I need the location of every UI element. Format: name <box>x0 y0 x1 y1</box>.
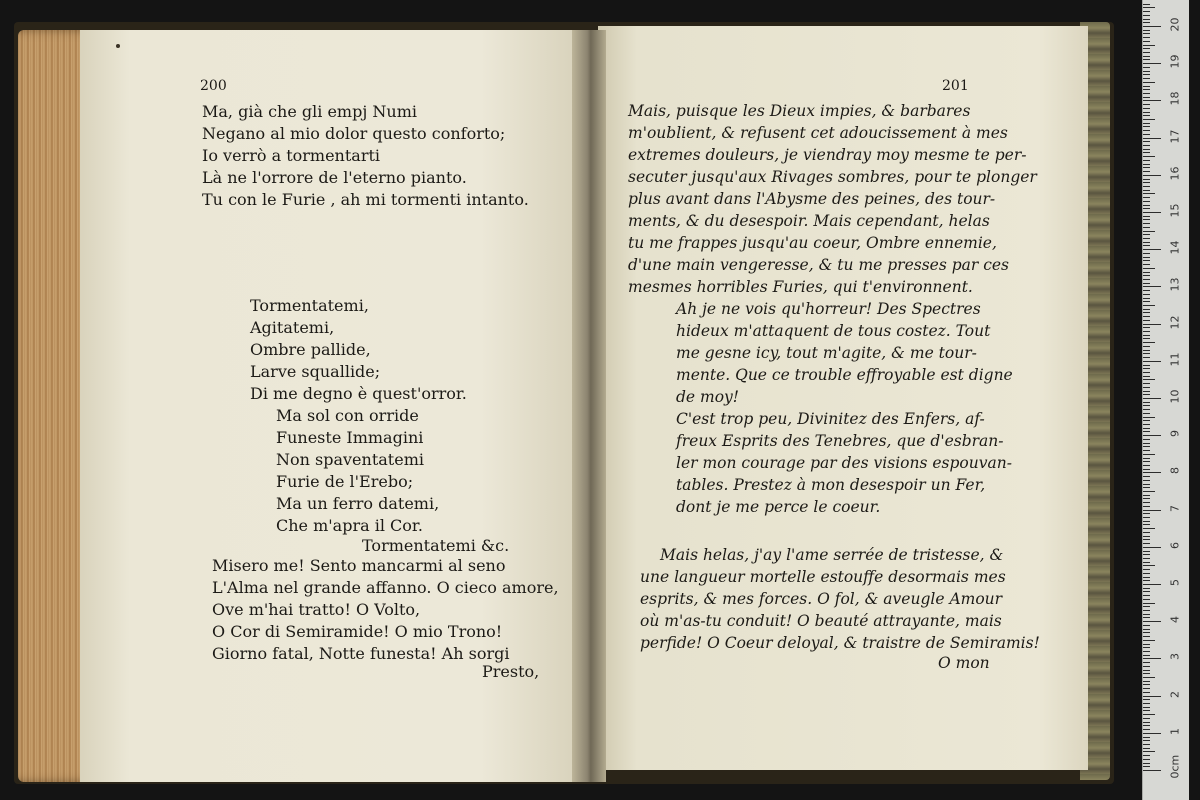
ruler-tick <box>1143 655 1150 656</box>
ruler-tick <box>1143 621 1161 622</box>
ruler-tick <box>1143 513 1150 514</box>
ruler-tick <box>1143 439 1150 440</box>
ruler-label: 20 <box>1168 17 1182 32</box>
ruler-tick <box>1143 231 1155 232</box>
ruler-tick <box>1143 484 1150 485</box>
ruler-tick <box>1143 510 1161 511</box>
ruler-tick <box>1143 320 1150 321</box>
ruler-tick <box>1143 755 1150 756</box>
ruler-tick <box>1143 443 1150 444</box>
ruler-tick <box>1143 517 1150 518</box>
ruler-tick <box>1143 431 1150 432</box>
ruler-tick <box>1143 524 1150 525</box>
ruler-tick <box>1143 458 1150 459</box>
ruler-label: 0cm <box>1168 754 1182 779</box>
ruler-tick <box>1143 565 1155 566</box>
recit-line: Ove m'hai tratto! O Volto, <box>212 600 421 619</box>
ruler-tick <box>1143 417 1155 418</box>
ruler-tick <box>1143 257 1150 258</box>
ruler-tick <box>1143 138 1161 139</box>
ruler-tick <box>1143 573 1150 574</box>
ruler-tick <box>1143 126 1150 127</box>
ruler-label: 3 <box>1168 653 1182 661</box>
ruler-tick <box>1143 383 1150 384</box>
ruler-tick <box>1143 361 1161 362</box>
ruler-tick <box>1143 197 1150 198</box>
ruler-tick <box>1143 93 1150 94</box>
ruler-tick <box>1143 766 1150 767</box>
ruler-tick <box>1143 610 1150 611</box>
ruler-tick <box>1143 260 1150 261</box>
ruler-tick <box>1143 376 1150 377</box>
ruler-tick <box>1143 387 1150 388</box>
ruler-tick <box>1143 603 1155 604</box>
recit-line: L'Alma nel grande affanno. O cieco amore, <box>212 578 559 597</box>
verse-line: Là ne l'orrore de l'eterno pianto. <box>202 168 467 187</box>
aria-line: Tormentatemi, <box>250 296 369 315</box>
ruler-tick <box>1143 353 1150 354</box>
ruler-tick <box>1143 595 1150 596</box>
ruler-tick <box>1143 338 1150 339</box>
ruler-label: 15 <box>1168 203 1182 218</box>
ruler-tick <box>1143 495 1150 496</box>
aria-line: Ma sol con orride <box>276 406 419 425</box>
ruler-tick <box>1143 238 1150 239</box>
ruler-tick <box>1143 245 1150 246</box>
ruler-tick <box>1143 577 1150 578</box>
prose-line: extremes douleurs, je viendray moy mesme te per- <box>628 146 1027 164</box>
ruler-tick <box>1143 100 1161 101</box>
ruler-tick <box>1143 450 1150 451</box>
ruler-tick <box>1143 372 1150 373</box>
ruler-tick <box>1143 528 1155 529</box>
ruler-tick <box>1143 286 1161 287</box>
ruler-tick <box>1143 301 1150 302</box>
ruler-tick <box>1143 644 1150 645</box>
prose-line: m'oublient, & refusent cet adoucissement à mes <box>628 124 1008 142</box>
ruler-tick <box>1143 409 1150 410</box>
ruler-tick <box>1143 591 1150 592</box>
ruler-tick <box>1143 629 1150 630</box>
ruler-tick <box>1143 350 1150 351</box>
prose-line: secuter jusqu'aux Rivages sombres, pour te plonger <box>628 168 1037 186</box>
ink-spot <box>116 44 120 48</box>
ruler-tick <box>1143 71 1150 72</box>
ruler-tick <box>1143 145 1150 146</box>
ruler-tick <box>1143 208 1150 209</box>
ruler-tick <box>1143 11 1150 12</box>
prose-line: de moy! <box>676 388 740 406</box>
verse-line: Tu con le Furie , ah mi tormenti intanto. <box>202 190 529 209</box>
ruler-tick <box>1143 97 1150 98</box>
ruler-tick <box>1143 175 1161 176</box>
ruler-tick <box>1143 722 1150 723</box>
ruler-tick <box>1143 770 1161 771</box>
ruler-tick <box>1143 391 1150 392</box>
ruler-tick <box>1143 710 1150 711</box>
ruler-tick <box>1143 428 1150 429</box>
ruler-tick <box>1143 744 1150 745</box>
ruler-tick <box>1143 67 1150 68</box>
ruler-tick <box>1143 599 1150 600</box>
ruler-tick <box>1143 272 1150 273</box>
ruler-tick <box>1143 201 1150 202</box>
ruler-label: 16 <box>1168 166 1182 181</box>
ruler-tick <box>1143 614 1150 615</box>
ruler-tick <box>1143 30 1150 31</box>
ruler-tick <box>1143 748 1150 749</box>
prose-line: tu me frappes jusqu'au coeur, Ombre ennemie, <box>628 234 997 252</box>
ruler-tick <box>1143 707 1150 708</box>
ruler-tick <box>1143 37 1150 38</box>
ruler-tick <box>1143 212 1161 213</box>
ruler-tick <box>1143 666 1150 667</box>
ruler-tick <box>1143 562 1150 563</box>
ruler-tick <box>1143 112 1150 113</box>
ruler-tick <box>1143 327 1150 328</box>
ruler-tick <box>1143 279 1150 280</box>
ruler-label: 1 <box>1168 727 1182 735</box>
recit-line: O Cor di Semiramide! O mio Trono! <box>212 622 503 641</box>
ruler-tick <box>1143 714 1155 715</box>
da-capo: Tormentatemi &c. <box>362 536 510 555</box>
recit-line: Misero me! Sento mancarmi al seno <box>212 556 506 575</box>
ruler-tick <box>1143 606 1150 607</box>
right-page-number: 201 <box>942 78 969 94</box>
ruler-tick <box>1143 242 1150 243</box>
ruler-label: 2 <box>1168 690 1182 698</box>
ruler-tick <box>1143 498 1150 499</box>
measuring-ruler <box>1142 0 1189 800</box>
ruler-tick <box>1143 134 1150 135</box>
ruler-tick <box>1143 454 1155 455</box>
ruler-tick <box>1143 193 1155 194</box>
ruler-tick <box>1143 56 1150 57</box>
ruler-tick <box>1143 543 1150 544</box>
ruler-tick <box>1143 733 1161 734</box>
aria-line: Non spaventatemi <box>276 450 424 469</box>
ruler-tick <box>1143 152 1150 153</box>
ruler-tick <box>1143 539 1150 540</box>
ruler-tick <box>1143 476 1150 477</box>
prose-line: où m'as-tu conduit! O beauté attrayante, mais <box>640 612 1002 630</box>
ruler-tick <box>1143 331 1150 332</box>
ruler-tick <box>1143 737 1150 738</box>
prose-line: freux Esprits des Tenebres, que d'esbran- <box>676 432 1004 450</box>
ruler-tick <box>1143 115 1150 116</box>
ruler-tick <box>1143 402 1150 403</box>
ruler-tick <box>1143 647 1150 648</box>
ruler-label: 11 <box>1168 352 1182 367</box>
ruler-tick <box>1143 156 1155 157</box>
aria-line: Ma un ferro datemi, <box>276 494 440 513</box>
aria-line: Agitatemi, <box>250 318 335 337</box>
prose-line: une langueur mortelle estouffe desormais mes <box>640 568 1006 586</box>
ruler-tick <box>1143 26 1161 27</box>
catchword: Presto, <box>482 662 540 681</box>
prose-line: plus avant dans l'Abysme des peines, des tour- <box>628 190 996 208</box>
ruler-tick <box>1143 487 1150 488</box>
ruler-tick <box>1143 472 1161 473</box>
ruler-tick <box>1143 506 1150 507</box>
ruler-label: 6 <box>1168 541 1182 549</box>
ruler-tick <box>1143 469 1150 470</box>
ruler-tick <box>1143 205 1150 206</box>
ruler-tick <box>1143 703 1150 704</box>
ruler-tick <box>1143 532 1150 533</box>
ruler-tick <box>1143 640 1155 641</box>
ruler-tick <box>1143 7 1155 8</box>
ruler-label: 7 <box>1168 504 1182 512</box>
ruler-tick <box>1143 108 1150 109</box>
ruler-tick <box>1143 658 1161 659</box>
ruler-tick <box>1143 718 1150 719</box>
ruler-tick <box>1143 119 1155 120</box>
ruler-tick <box>1143 636 1150 637</box>
ruler-tick <box>1143 15 1150 16</box>
prose-line: Mais, puisque les Dieux impies, & barbares <box>628 102 971 120</box>
ruler-tick <box>1143 190 1150 191</box>
ruler-tick <box>1143 294 1150 295</box>
ruler-tick <box>1143 681 1150 682</box>
ruler-tick <box>1143 275 1150 276</box>
ruler-tick <box>1143 420 1150 421</box>
aria-line: Che m'apra il Cor. <box>276 516 423 535</box>
ruler-label: 17 <box>1168 129 1182 144</box>
ruler-tick <box>1143 223 1150 224</box>
prose-line: mesmes horribles Furies, qui t'environnent. <box>628 278 973 296</box>
ruler-tick <box>1143 41 1150 42</box>
prose-line: esprits, & mes forces. O fol, & aveugle Amour <box>640 590 1003 608</box>
ruler-tick <box>1143 123 1150 124</box>
prose-line: Mais helas, j'ay l'ame serrée de tristesse, & <box>660 546 1004 564</box>
ruler-tick <box>1143 502 1150 503</box>
ruler-tick <box>1143 763 1150 764</box>
ruler-tick <box>1143 22 1150 23</box>
ruler-tick <box>1143 4 1150 5</box>
ruler-label: 5 <box>1168 579 1182 586</box>
ruler-tick <box>1143 424 1150 425</box>
ruler-tick <box>1143 558 1150 559</box>
ruler-tick <box>1143 677 1155 678</box>
ruler-tick <box>1143 651 1150 652</box>
ruler-tick <box>1143 171 1150 172</box>
ruler-tick <box>1143 149 1150 150</box>
ruler-tick <box>1143 45 1155 46</box>
ruler-tick <box>1143 759 1150 760</box>
verse-line: Ma, già che gli empj Numi <box>202 102 417 121</box>
ruler-tick <box>1143 625 1150 626</box>
ruler-tick <box>1143 309 1150 310</box>
ruler-label: 9 <box>1168 430 1182 438</box>
ruler-tick <box>1143 365 1150 366</box>
ruler-tick <box>1143 521 1150 522</box>
ruler-tick <box>1143 491 1155 492</box>
aria-line: Funeste Immagini <box>276 428 424 447</box>
ruler-tick <box>1143 580 1150 581</box>
ruler-tick <box>1143 617 1150 618</box>
ruler-tick <box>1143 216 1150 217</box>
ruler-tick <box>1143 312 1150 313</box>
ruler-tick <box>1143 368 1150 369</box>
ruler-tick <box>1143 379 1155 380</box>
ruler-tick <box>1143 167 1150 168</box>
aria-line: Ombre pallide, <box>250 340 371 359</box>
ruler-tick <box>1143 141 1150 142</box>
ruler-tick <box>1143 249 1161 250</box>
ruler-tick <box>1143 588 1150 589</box>
ruler-tick <box>1143 584 1161 585</box>
ruler-tick <box>1143 740 1150 741</box>
ruler-tick <box>1143 435 1161 436</box>
prose-line: dont je me perce le coeur. <box>676 498 881 516</box>
ruler-tick <box>1143 346 1150 347</box>
ruler-tick <box>1143 461 1150 462</box>
aria-line: Larve squallide; <box>250 362 381 381</box>
ruler-tick <box>1143 19 1150 20</box>
prose-line: C'est trop peu, Divinitez des Enfers, af- <box>676 410 985 428</box>
ruler-tick <box>1143 164 1150 165</box>
ruler-tick <box>1143 59 1150 60</box>
ruler-tick <box>1143 160 1150 161</box>
ruler-tick <box>1143 699 1150 700</box>
ruler-tick <box>1143 219 1150 220</box>
ruler-tick <box>1143 670 1150 671</box>
ruler-tick <box>1143 234 1150 235</box>
aria-line: Di me degno è quest'orror. <box>250 384 467 403</box>
catchword: O mon <box>938 654 990 672</box>
ruler-tick <box>1143 465 1150 466</box>
ruler-tick <box>1143 398 1161 399</box>
prose-line: tables. Prestez à mon desespoir un Fer, <box>676 476 986 494</box>
ruler-label: 19 <box>1168 54 1182 69</box>
ruler-tick <box>1143 179 1150 180</box>
ruler-tick <box>1143 335 1150 336</box>
ruler-tick <box>1143 569 1150 570</box>
ruler-tick <box>1143 305 1155 306</box>
ruler-tick <box>1143 253 1150 254</box>
ruler-tick <box>1143 357 1150 358</box>
ruler-tick <box>1143 283 1150 284</box>
ruler-tick <box>1143 696 1161 697</box>
ruler-label: 8 <box>1168 467 1182 475</box>
ruler-tick <box>1143 290 1150 291</box>
ruler-label: 4 <box>1168 616 1182 624</box>
ruler-tick <box>1143 725 1150 726</box>
ruler-label: 13 <box>1168 277 1182 292</box>
ruler-tick <box>1143 729 1150 730</box>
prose-line: ments, & du desespoir. Mais cependant, helas <box>628 212 990 230</box>
ruler-tick <box>1143 692 1150 693</box>
ruler-label: 10 <box>1168 389 1182 404</box>
recit-line: Giorno fatal, Notte funesta! Ah sorgi <box>212 644 510 663</box>
ruler-tick <box>1143 324 1161 325</box>
ruler-tick <box>1143 316 1150 317</box>
ruler-tick <box>1143 82 1155 83</box>
ruler-tick <box>1143 104 1150 105</box>
ruler-tick <box>1143 547 1161 548</box>
ruler-tick <box>1143 227 1150 228</box>
ruler-tick <box>1143 673 1150 674</box>
ruler-tick <box>1143 63 1161 64</box>
ruler-tick <box>1143 551 1150 552</box>
ruler-tick <box>1143 48 1150 49</box>
prose-line: hideux m'attaquent de tous costez. Tout <box>676 322 991 340</box>
ruler-tick <box>1143 186 1150 187</box>
ruler-tick <box>1143 78 1150 79</box>
ruler-tick <box>1143 394 1150 395</box>
prose-line: perfide! O Coeur deloyal, & traistre de Semiramis! <box>640 634 1040 652</box>
verse-line: Negano al mio dolor questo conforto; <box>202 124 506 143</box>
ruler-tick <box>1143 182 1150 183</box>
ruler-tick <box>1143 446 1150 447</box>
ruler-tick <box>1143 684 1150 685</box>
ruler-tick <box>1143 52 1150 53</box>
ruler-tick <box>1143 342 1155 343</box>
ruler-label: 18 <box>1168 91 1182 106</box>
prose-line: Ah je ne vois qu'horreur! Des Spectres <box>676 300 981 318</box>
ruler-tick <box>1143 298 1150 299</box>
verse-line: Io verrò a tormentarti <box>202 146 381 165</box>
ruler-label: 12 <box>1168 315 1182 330</box>
ruler-tick <box>1143 662 1150 663</box>
ruler-tick <box>1143 751 1155 752</box>
ruler-tick <box>1143 86 1150 87</box>
ruler-tick <box>1143 536 1150 537</box>
aria-line: Furie de l'Erebo; <box>276 472 414 491</box>
ruler-tick <box>1143 405 1150 406</box>
ruler-tick <box>1143 480 1150 481</box>
prose-line: d'une main vengeresse, & tu me presses par ces <box>628 256 1010 274</box>
prose-line: mente. Que ce trouble effroyable est digne <box>676 366 1013 384</box>
book-gutter <box>572 30 606 782</box>
ruler-tick <box>1143 33 1150 34</box>
prose-line: me gesne icy, tout m'agite, & me tour- <box>676 344 977 362</box>
prose-line: ler mon courage par des visions espouvan- <box>676 454 1012 472</box>
ruler-tick <box>1143 688 1150 689</box>
ruler-tick <box>1143 264 1150 265</box>
left-page-number: 200 <box>200 78 227 94</box>
ruler-tick <box>1143 268 1155 269</box>
ruler-label: 14 <box>1168 240 1182 255</box>
ruler-tick <box>1143 74 1150 75</box>
ruler-tick <box>1143 130 1150 131</box>
ruler-tick <box>1143 632 1150 633</box>
ruler-tick <box>1143 554 1150 555</box>
ruler-tick <box>1143 89 1150 90</box>
ruler-tick <box>1143 413 1150 414</box>
